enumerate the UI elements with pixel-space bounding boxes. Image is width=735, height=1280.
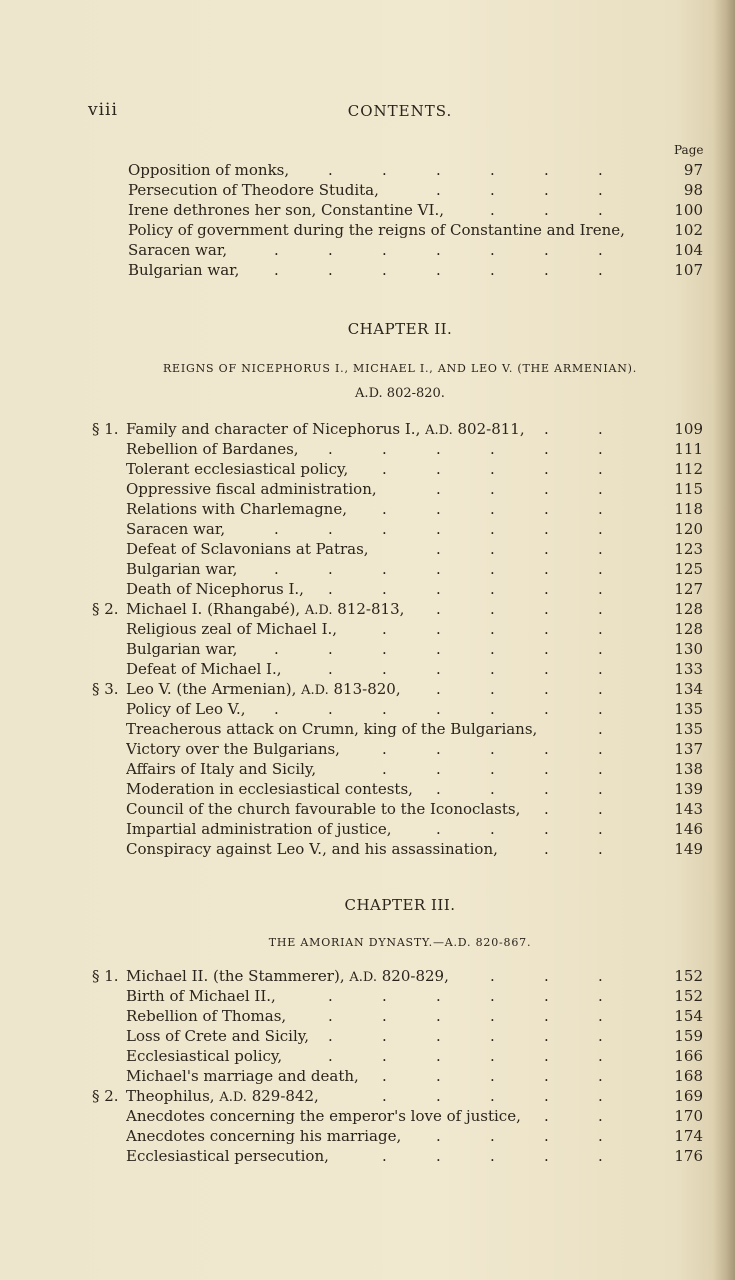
page-number: 115 (674, 480, 703, 498)
contents-entry: Defeat of Michael I., 133 . . . . . . (126, 660, 703, 678)
section-number: § 1. (92, 420, 119, 438)
contents-entry: Treacherous attack on Crumn, king of the Bulgarians, 135 . (126, 720, 703, 738)
entry-title: Bulgarian war, (126, 560, 238, 578)
page-number: 138 (674, 760, 703, 778)
page-column-label: Page (674, 143, 704, 157)
entry-title: Moderation in ecclesiastical contests, (126, 780, 413, 798)
page-number: 152 (674, 987, 703, 1005)
entry-title: Rebellion of Bardanes, (126, 440, 299, 458)
entry-title: Saracen war, (126, 520, 226, 538)
page-number: 128 (674, 620, 703, 638)
page-number: 143 (674, 800, 703, 818)
page-number: 166 (674, 1047, 703, 1065)
entry-title: Council of the church favourable to the Iconoclasts, (126, 800, 521, 818)
page-number: 102 (674, 221, 703, 239)
page-number: 130 (674, 640, 703, 658)
page-number: 125 (674, 560, 703, 578)
page-number: 176 (674, 1147, 703, 1165)
entry-title: Theophilus, A.D. 829-842, (126, 1087, 319, 1105)
contents-entry: § 1. Michael II. (the Stammerer), A.D. 820-829, 152 . . . (0, 966, 735, 986)
entry-title: Opposition of monks, (128, 161, 290, 179)
entry-title: Ecclesiastical persecution, (126, 1147, 329, 1165)
contents-entry: Victory over the Bulgarians, 137 . . . . . (126, 740, 703, 758)
chapter-3-subtitle: THE AMORIAN DYNASTY.—A.D. 820-867. (268, 936, 532, 949)
contents-entry: Bulgarian war, 125 . . . . . . . (126, 560, 703, 578)
entry-title: Affairs of Italy and Sicily, (126, 760, 317, 778)
entry-title: Ecclesiastical policy, (126, 1047, 283, 1065)
entry-title: Family and character of Nicephorus I., A.D. 802-811, (126, 420, 525, 438)
entry-title: Persecution of Theodore Studita, (128, 181, 379, 199)
contents-entry: Anecdotes concerning his marriage, 174 . . . . (126, 1127, 703, 1145)
page-number: 123 (674, 540, 703, 558)
entry-title: Michael's marriage and death, (126, 1067, 359, 1085)
entry-title: Relations with Charlemagne, (126, 500, 347, 518)
page-number: 118 (674, 500, 703, 518)
page-number: 159 (674, 1027, 703, 1045)
entry-title: Anecdotes concerning his marriage, (126, 1127, 402, 1145)
entry-title: Policy of government during the reigns of Constantine and Irene, (128, 221, 625, 239)
section-number: § 2. (92, 1087, 119, 1105)
page-number: 169 (674, 1087, 703, 1105)
page-folio: viii (88, 100, 118, 120)
contents-entry: Oppressive fiscal administration, 115 . . . . (126, 480, 703, 498)
contents-entry: § 1. Family and character of Nicephorus I., A.D. 802-811, 109 . . (0, 419, 735, 439)
page-header (0, 100, 735, 126)
entry-title: Leo V. (the Armenian), A.D. 813-820, (126, 680, 401, 698)
page-number: 154 (674, 1007, 703, 1025)
page-number: 135 (674, 720, 703, 738)
contents-entry: Saracen war, 120 . . . . . . . (126, 520, 703, 538)
entry-title: Birth of Michael II., (126, 987, 276, 1005)
running-title: CONTENTS. (347, 102, 453, 120)
contents-entry: Conspiracy against Leo V., and his assassination, 149 . . (126, 840, 703, 858)
chapter-2-heading: CHAPTER II. (347, 320, 453, 338)
contents-entry (0, 220, 735, 240)
page-number: 127 (674, 580, 703, 598)
entry-title: Defeat of Michael I., (126, 660, 282, 678)
contents-entry: Relations with Charlemagne, 118 . . . . . (126, 500, 703, 518)
page-number: 139 (674, 780, 703, 798)
page-number: 134 (674, 680, 703, 698)
contents-entry: Affairs of Italy and Sicily, 138 . . . . . (126, 760, 703, 778)
entry-title: Impartial administration of justice, (126, 820, 392, 838)
contents-entry: Opposition of monks, 97 . . . . . . (128, 161, 703, 179)
section-number: § 3. (92, 680, 119, 698)
contents-entry: Death of Nicephorus I., 127 . . . . . . (126, 580, 703, 598)
entry-title: Anecdotes concerning the emperor's love of justice, (126, 1107, 521, 1125)
page-number: 174 (674, 1127, 703, 1145)
page-number: 149 (674, 840, 703, 858)
page-number: 104 (674, 241, 703, 259)
contents-entry: Birth of Michael II., 152 . . . . . . (126, 987, 703, 1005)
contents-entry: Tolerant ecclesiastical policy, 112 . . . . . (126, 460, 703, 478)
contents-entry: Council of the church favourable to the Iconoclasts, 143 . . (126, 800, 703, 818)
contents-entry: Anecdotes concerning the emperor's love of justice, 170 . . (126, 1107, 703, 1125)
contents-entry: Bulgarian war, 107 . . . . . . . (128, 261, 703, 279)
page-number: 98 (683, 181, 703, 199)
contents-entry: Rebellion of Thomas, 154 . . . . . . (126, 1007, 703, 1025)
contents-entry: Moderation in ecclesiastical contests, 139 . . . . (126, 780, 703, 798)
page-number: 107 (674, 261, 703, 279)
entry-title: Victory over the Bulgarians, (126, 740, 340, 758)
entry-title: Oppressive fiscal administration, (126, 480, 377, 498)
page-number: 111 (674, 440, 703, 458)
page-number: 137 (674, 740, 703, 758)
section-number: § 2. (92, 600, 119, 618)
page-number: 97 (683, 161, 703, 179)
page-number: 135 (674, 700, 703, 718)
entry-title: Loss of Crete and Sicily, (126, 1027, 309, 1045)
entry-title: Bulgarian war, (128, 261, 240, 279)
entry-title: Defeat of Sclavonians at Patras, (126, 540, 369, 558)
chapter-2-subtitle: REIGNS OF NICEPHORUS I., MICHAEL I., AND LEO V. (THE ARMENIAN). (162, 362, 638, 375)
page-number: 128 (674, 600, 703, 618)
entry-title: Bulgarian war, (126, 640, 238, 658)
contents-entry: § 2. Michael I. (Rhangabé), A.D. 812-813, 128 . . . . (0, 599, 735, 619)
chapter-2-date: A.D. 802-820. (355, 386, 445, 401)
entry-title: Religious zeal of Michael I., (126, 620, 338, 638)
page-number: 120 (674, 520, 703, 538)
page-number: 168 (674, 1067, 703, 1085)
page-number: 152 (674, 967, 703, 985)
contents-entry: Michael's marriage and death, 168 . . . . . (126, 1067, 703, 1085)
page-number: 109 (674, 420, 703, 438)
page-number: 146 (674, 820, 703, 838)
contents-entry: Religious zeal of Michael I., 128 . . . . . (126, 620, 703, 638)
contents-entry: Saracen war, 104 . . . . . . . (128, 241, 703, 259)
contents-entry: § 3. Leo V. (the Armenian), A.D. 813-820, 134 . . . . (0, 679, 735, 699)
contents-entry: Bulgarian war, 130 . . . . . . . (126, 640, 703, 658)
contents-entry: Loss of Crete and Sicily, 159 . . . . . . (126, 1027, 703, 1045)
entry-title: Policy of Leo V., (126, 700, 246, 718)
section-number: § 1. (92, 967, 119, 985)
contents-entry: Ecclesiastical persecution, 176 . . . . . (126, 1147, 703, 1165)
entry-title: Treacherous attack on Crumn, king of the Bulgarians, (126, 720, 538, 738)
entry-title: Death of Nicephorus I., (126, 580, 304, 598)
contents-entry: Ecclesiastical policy, 166 . . . . . . (126, 1047, 703, 1065)
page-number: 100 (674, 201, 703, 219)
chapter-3-heading: CHAPTER III. (344, 896, 456, 914)
page-number: 170 (674, 1107, 703, 1125)
contents-entry: Policy of Leo V., 135 . . . . . . . (126, 700, 703, 718)
entry-title: Rebellion of Thomas, (126, 1007, 287, 1025)
page-number: 112 (674, 460, 703, 478)
contents-entry: § 2. Theophilus, A.D. 829-842, 169 . . . . . (0, 1086, 735, 1106)
entry-title: Irene dethrones her son, Constantine VI., (128, 201, 444, 219)
contents-entry: Irene dethrones her son, Constantine VI., 100 . . . (128, 201, 703, 219)
entry-title: Michael I. (Rhangabé), A.D. 812-813, (126, 600, 405, 618)
contents-entry: Defeat of Sclavonians at Patras, 123 . . . . (126, 540, 703, 558)
entry-title: Michael II. (the Stammerer), A.D. 820-829, (126, 967, 449, 985)
contents-entry: Impartial administration of justice, 146 . . . . (126, 820, 703, 838)
contents-entry: Persecution of Theodore Studita, 98 . . . . (128, 181, 703, 199)
entry-title: Tolerant ecclesiastical policy, (126, 460, 349, 478)
entry-title: Saracen war, (128, 241, 228, 259)
contents-entry: Rebellion of Bardanes, 111 . . . . . . (126, 440, 703, 458)
page-number: 133 (674, 660, 703, 678)
entry-title: Conspiracy against Leo V., and his assassination, (126, 840, 498, 858)
